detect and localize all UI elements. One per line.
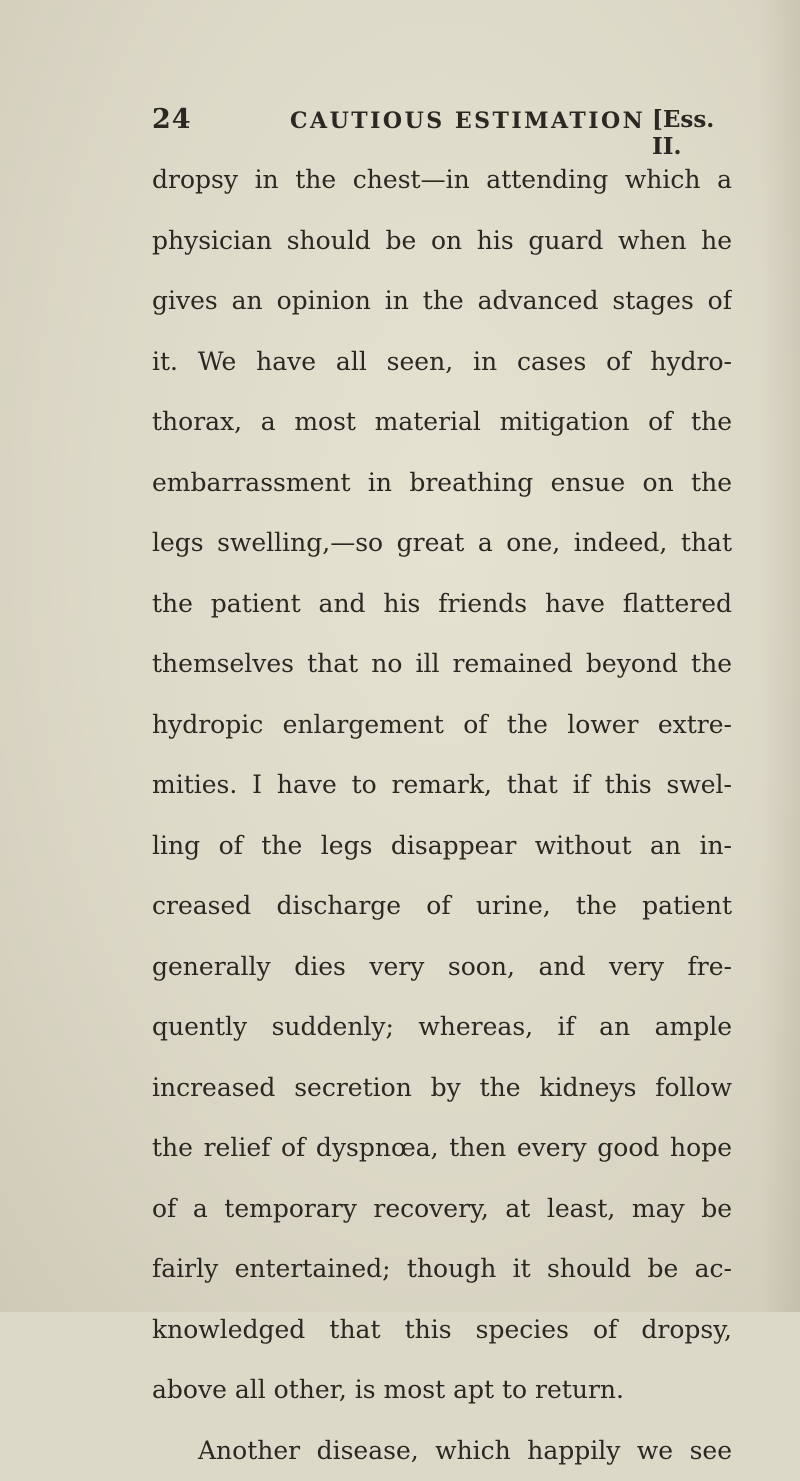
text-line: generally dies very soon, and very fre- <box>152 937 732 998</box>
page-header <box>138 104 738 144</box>
text-line: mities. I have to remark, that if this swel- <box>152 755 732 816</box>
text-line: dropsy in the chest—in attending which a <box>152 150 732 211</box>
text-line: quently suddenly; whereas, if an ample <box>152 997 732 1058</box>
text-line: ling of the legs disappear without an in- <box>152 816 732 877</box>
body-text <box>152 150 732 1481</box>
text-line: legs swelling,—so great a one, indeed, that <box>152 513 732 574</box>
text-line: thorax, a most material mitigation of the <box>152 392 732 453</box>
section-reference: [Ess. II. <box>652 106 738 160</box>
text-line: the relief of dyspnœa, then every good hope <box>152 1118 732 1179</box>
running-head: CAUTIOUS ESTIMATION <box>290 108 645 134</box>
text-line: it. We have all seen, in cases of hydro- <box>152 332 732 393</box>
text-line: increased secretion by the kidneys follow <box>152 1058 732 1119</box>
page-edge-shadow <box>760 0 800 1312</box>
text-line: hydropic enlargement of the lower extre- <box>152 695 732 756</box>
text-line: fairly entertained; though it should be ac- <box>152 1239 732 1300</box>
text-line: of a temporary recovery, at least, may be <box>152 1179 732 1240</box>
paragraph-end-line: above all other, is most apt to return. <box>152 1360 732 1421</box>
text-line: creased discharge of urine, the patient <box>152 876 732 937</box>
text-line: embarrassment in breathing ensue on the <box>152 453 732 514</box>
page-number: 24 <box>152 104 192 135</box>
paragraph-start-line: Another disease, which happily we see <box>152 1421 732 1481</box>
text-line: gives an opinion in the advanced stages of <box>152 271 732 332</box>
text-line: knowledged that this species of dropsy, <box>152 1300 732 1361</box>
text-line: themselves that no ill remained beyond the <box>152 634 732 695</box>
text-line: the patient and his friends have flattered <box>152 574 732 635</box>
text-line: physician should be on his guard when he <box>152 211 732 272</box>
